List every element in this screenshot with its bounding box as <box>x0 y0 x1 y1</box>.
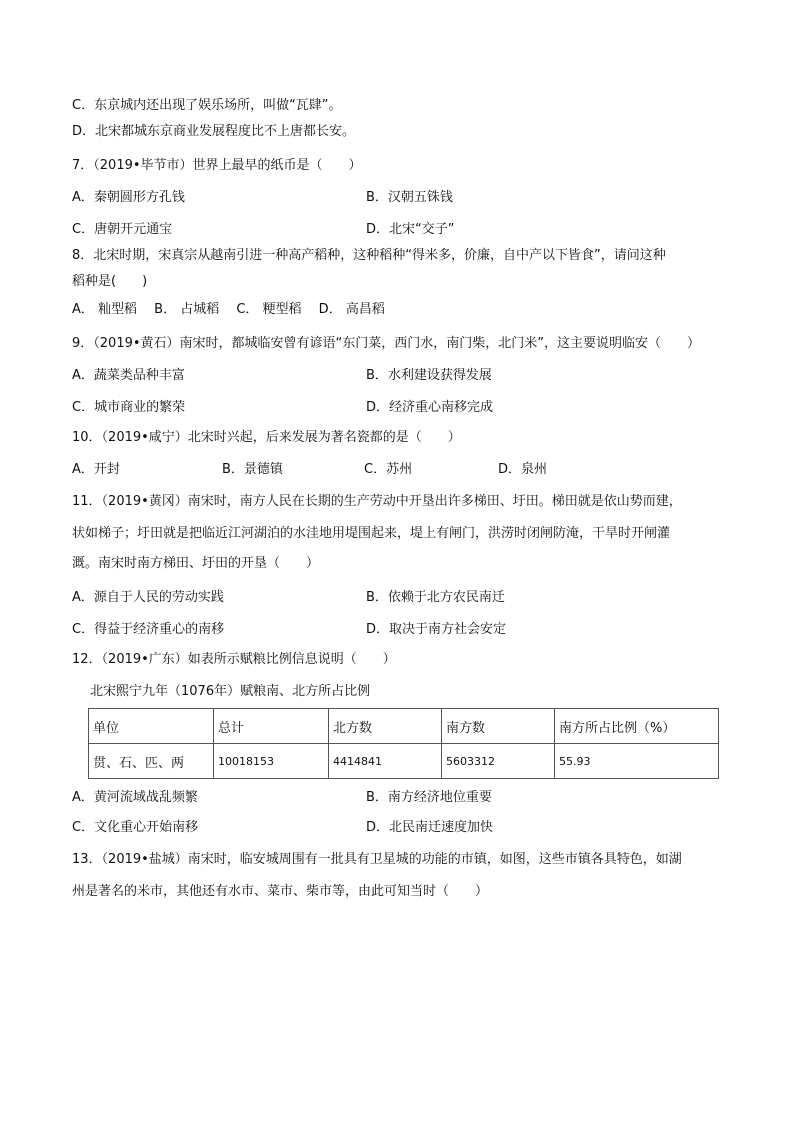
table-cell: 贯、石、匹、两 <box>89 744 214 779</box>
q9-option-c: C．城市商业的繁荣 <box>72 400 186 415</box>
option-c-prev: C．东京城内还出现了娱乐场所，叫做“瓦肆”。 <box>72 98 342 113</box>
header-cell: 总计 <box>214 709 329 744</box>
q10-option-a: A．开封 <box>72 462 120 477</box>
q7-option-c: C．唐朝开元通宝 <box>72 222 173 237</box>
header-cell: 南方数 <box>442 709 555 744</box>
table-cell: 4414841 <box>329 744 442 779</box>
q7-option-b: B．汉朝五铢钱 <box>366 190 453 205</box>
question-13-line2: 州是著名的米市，其他还有水市、菜市、柴市等，由此可知当时（ ） <box>72 884 489 899</box>
question-9: 9．（2019•黄石）南宋时，都城临安曾有谚语“东门菜，西门水，南门柴，北门米”，这主要说明临安（ ） <box>72 336 700 351</box>
q8-options: A． 籼型稻 B． 占城稻 C． 粳型稻 D． 高昌稻 <box>72 302 385 317</box>
header-cell: 单位 <box>89 709 214 744</box>
q10-option-d: D．泉州 <box>498 462 548 477</box>
table-caption: 北宋熙宁九年（1076年）赋粮南、北方所占比例 <box>90 684 371 699</box>
question-10: 10．（2019•咸宁）北宋时兴起，后来发展为著名瓷都的是（ ） <box>72 430 461 445</box>
q12-option-c: C．文化重心开始南移 <box>72 820 199 835</box>
question-11-line2: 状如梯子；圩田就是把临近江河湖泊的水洼地用堤围起来，堤上有闸门，洪涝时闭闸防淹，干旱时开闸灌 <box>72 526 671 541</box>
q11-option-c: C．得益于经济重心的南移 <box>72 622 225 637</box>
q7-option-d: D．北宋“交子” <box>366 222 455 237</box>
question-7: 7．（2019•毕节市）世界上最早的纸币是（ ） <box>72 158 362 173</box>
q11-option-b: B．依赖于北方农民南迁 <box>366 590 505 605</box>
q10-option-c: C．苏州 <box>364 462 413 477</box>
header-cell: 南方所占比例（%） <box>555 709 719 744</box>
header-cell: 北方数 <box>329 709 442 744</box>
table-cell: 55.93 <box>555 744 719 779</box>
q9-option-a: A．蔬菜类品种丰富 <box>72 368 185 383</box>
q10-option-b: B．景德镇 <box>222 462 283 477</box>
q11-option-a: A．源自于人民的劳动实践 <box>72 590 224 605</box>
question-8-line2: 稻种是( ) <box>72 274 148 289</box>
option-d-prev: D．北宋都城东京商业发展程度比不上唐都长安。 <box>72 124 356 139</box>
table-header-row <box>89 709 719 744</box>
tax-grain-table <box>88 708 719 779</box>
question-12: 12．（2019•广东）如表所示赋粮比例信息说明（ ） <box>72 652 396 667</box>
q11-option-d: D．取决于南方社会安定 <box>366 622 507 637</box>
question-8-line1: 8．北宋时期，宋真宗从越南引进一种高产稻种，这种稻种“得米多，价廉，自中产以下皆食”，请问这种 <box>72 248 666 263</box>
q7-option-a: A．秦朝圆形方孔钱 <box>72 190 185 205</box>
table-cell: 10018153 <box>214 744 329 779</box>
table-row <box>89 744 719 779</box>
q9-option-b: B．水利建设获得发展 <box>366 368 492 383</box>
table-cell: 5603312 <box>442 744 555 779</box>
q12-option-d: D．北民南迁速度加快 <box>366 820 494 835</box>
question-11-line3: 溉。南宋时南方梯田、圩田的开垦（ ） <box>72 556 320 571</box>
question-11-line1: 11．（2019•黄冈）南宋时，南方人民在长期的生产劳动中开垦出许多梯田、圩田。梯田就是依山势而建， <box>72 494 682 509</box>
q9-option-d: D．经济重心南移完成 <box>366 400 494 415</box>
q12-option-b: B．南方经济地位重要 <box>366 790 492 805</box>
q12-option-a: A．黄河流域战乱频繁 <box>72 790 198 805</box>
question-13-line1: 13．（2019•盐城）南宋时，临安城周围有一批具有卫星城的功能的市镇，如图，这些市镇各具特色，如湖 <box>72 852 682 867</box>
